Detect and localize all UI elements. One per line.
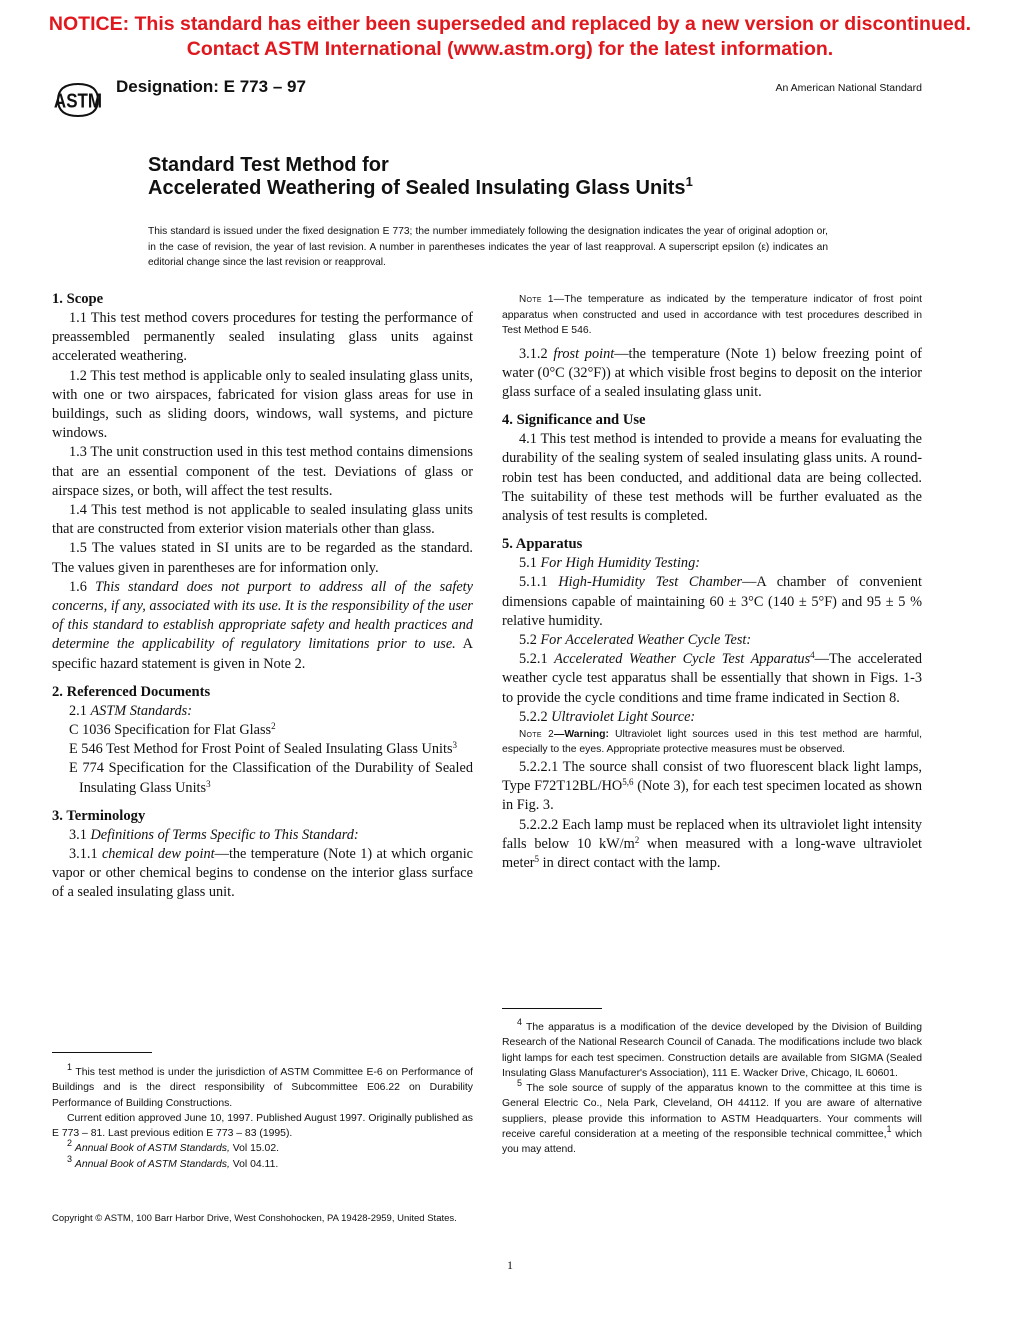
footnote-1 <box>52 1062 473 1111</box>
para-5-2-2 <box>502 708 922 727</box>
para-5-1-num: 5.1 <box>519 555 537 572</box>
para-5-2-title: For Accelerated Weather Cycle Test: <box>540 631 752 648</box>
title-line-1: Standard Test Method for <box>148 154 389 176</box>
para-5-1-1-num: 5.1.1 <box>519 574 548 591</box>
footnote-5-tail: which you may attend. <box>502 1129 922 1156</box>
para-5-2-1-num: 5.2.1 <box>519 651 548 668</box>
para-3-1-2 <box>502 345 922 403</box>
note-2-label: Note 2 <box>519 728 554 740</box>
section-4-heading: 4. Significance and Use <box>502 412 646 429</box>
para-3-1 <box>52 826 473 845</box>
note-1-label: Note 1 <box>519 294 554 305</box>
para-1-2: 1.2 This test method is applicable only to sealed insulating glass units, with one or two airspaces, fabricated for vision glass areas for use in buildings, such as sliding doors, windows, wall systems, and picture windows. <box>52 367 473 442</box>
ref-c1036-text: C 1036 Specification for Flat Glass <box>69 722 272 739</box>
para-5-2-1-title: Accelerated Weather Cycle Test Apparatus <box>554 651 811 668</box>
footnote-5-sup: 1 <box>886 1124 892 1135</box>
para-5-2-1-sup: 4 <box>810 650 815 661</box>
footnote-3-mark: 3 <box>67 1153 73 1164</box>
para-1-6 <box>52 578 473 674</box>
para-1-1: 1.1 This test method covers procedures for testing the performance of preassembled permanently sealed insulating glass units against accelerated weathering. <box>52 310 473 365</box>
para-5-2-num: 5.2 <box>519 631 537 648</box>
designation: Designation: E 773 – 97 <box>116 77 306 96</box>
para-5-2-2-2-c: in direct contact with the lamp. <box>542 854 721 871</box>
footnote-2-mark: 2 <box>67 1138 73 1149</box>
para-1-4: 1.4 This test method is not applicable to sealed insulating glass units that are constructed from exterior vision materials other than glass. <box>52 502 473 538</box>
footnote-3-rest: Vol 04.11. <box>232 1158 279 1170</box>
para-1-6-rest: A specific hazard statement is given in Note 2. <box>52 636 473 672</box>
section-2-heading: 2. Referenced Documents <box>52 683 211 700</box>
footnote-5-mark: 5 <box>517 1078 523 1089</box>
footnote-1-edition: Current edition approved June 10, 1997. Published August 1997. Originally published as E 773 – 81. Last previous edition E 773 – 83 (1995). <box>52 1112 473 1140</box>
para-3-1-title: Definitions of Terms Specific to This Standard: <box>90 826 359 843</box>
para-3-1-2-num: 3.1.2 <box>519 345 548 362</box>
para-5-2-2-1 <box>502 758 922 816</box>
footnote-3-italic: Annual Book of ASTM Standards, <box>74 1158 230 1170</box>
ref-e774 <box>52 759 473 797</box>
section-5-heading: 5. Apparatus <box>502 536 583 553</box>
footnote-4-text: The apparatus is a modification of the device developed by the Division of Building Research of the National Research Council of Canada. The modifications include two black light lamps for each test specimen. Construction details are available from SIGMA (Sealed Insulating Glass Manufacturer's Association), 111 E. Wacker Drive, Chicago, IL 60601. <box>502 1022 922 1079</box>
right-column <box>502 290 922 873</box>
term-chemical-dew-point: chemical dew point <box>101 846 215 863</box>
footnote-4 <box>502 1017 922 1081</box>
note-1-text: —The temperature as indicated by the temperature indicator of frost point apparatus when constructed and used in accordance with test procedures described in Test Method E 546. <box>502 294 922 336</box>
para-3-1-1-def: —the temperature (Note 1) at which organic vapor or other chemical begins to condense on the interior glass surface of a sealed insulating glass unit. <box>52 846 474 901</box>
ref-e546-sup: 3 <box>452 740 458 751</box>
footnote-rule-right <box>502 1008 602 1009</box>
footnote-5 <box>502 1078 922 1157</box>
national-standard-label: An American National Standard <box>775 82 922 94</box>
para-3-1-2-def: —the temperature (Note 1) below freezing point of water (0°C (32°F)) at which visible frost begins to deposit on the interior glass surface of a sealed insulating glass unit. <box>502 345 923 400</box>
para-1-3: 1.3 The unit construction used in this test method contains dimensions that are an essential component of the test. Deviations of glass or airspace sizes, or both, will affect the test results. <box>52 444 473 499</box>
para-5-2-2-1-sup: 5,6 <box>622 777 634 788</box>
note-1 <box>502 292 922 339</box>
footnote-4-mark: 4 <box>517 1017 523 1027</box>
issuance-statement: This standard is issued under the fixed designation E 773; the number immediately following the designation indicates the year of original adoption or, in the case of revision, the year of last revision. A number in parentheses indicates the year of last reapproval. A superscript epsilon (ε) indicates an editorial change since the last revision or reapproval. <box>148 226 828 268</box>
section-1-heading: 1. Scope <box>52 291 104 307</box>
footnote-2-italic: Annual Book of ASTM Standards, <box>74 1143 230 1155</box>
para-5-2-2-2-sup2: 5 <box>534 853 540 864</box>
notice-line-2: Contact ASTM International (www.astm.org) for the latest information. <box>186 38 834 60</box>
copyright: Copyright © ASTM, 100 Barr Harbor Drive, West Conshohocken, PA 19428-2959, United States. <box>52 1213 457 1224</box>
para-5-2-2-1-a: 5.2.2.1 The source shall consist of two fluorescent black light lamps, Type F72T12BL/HO <box>502 758 922 795</box>
para-2-1-num: 2.1 <box>69 702 87 719</box>
note-2-warning: —Warning: <box>553 728 609 740</box>
page-number: 1 <box>507 1258 513 1272</box>
footnote-2 <box>52 1138 473 1156</box>
para-5-2-2-2-a: 5.2.2.2 Each lamp must be replaced when its ultraviolet light intensity falls below 10 kW/m <box>502 816 922 852</box>
para-5-1-title: For High Humidity Testing: <box>540 555 700 572</box>
para-1-6-num: 1.6 <box>69 578 87 595</box>
para-3-1-1-num: 3.1.1 <box>69 846 98 863</box>
title-main: Accelerated Weathering of Sealed Insulating Glass Units <box>148 177 686 199</box>
para-5-1 <box>502 554 922 573</box>
title-line-2 <box>148 174 693 200</box>
term-frost-point: frost point <box>553 345 615 362</box>
para-2-1-title: ASTM Standards: <box>90 702 192 719</box>
footnotes-left <box>52 1052 473 1172</box>
left-column <box>52 290 473 903</box>
para-1-6-safety: This standard does not purport to address all of the safety concerns, if any, associated with its use. It is the responsibility of the user of this standard to establish appropriate safety and health practices and determine the applicability of regulatory limitations prior to use. <box>52 578 473 653</box>
para-5-2-1 <box>502 650 922 708</box>
footnote-3 <box>52 1153 473 1172</box>
notice-banner <box>0 12 1020 62</box>
ref-e546-text: E 546 Test Method for Frost Point of Sealed Insulating Glass Units <box>69 741 453 758</box>
footnote-5-text: The sole source of supply of the apparatus known to the committee at this time is General Electric Co., Nela Park, Cleveland, OH 44112. If you are aware of alternative suppliers, please provide this information to ASTM Headquarters. Your comments will receive careful consideration at a meeting of the responsible technical committee, <box>502 1083 922 1141</box>
ref-e774-sup: 3 <box>206 778 211 789</box>
section-3-heading: 3. Terminology <box>52 807 146 824</box>
para-2-1 <box>52 702 473 721</box>
ref-e774-text: E 774 Specification for the Classification of the Durability of Sealed Insulating Glass Units <box>69 760 473 796</box>
para-3-1-num: 3.1 <box>69 826 87 843</box>
footnote-2-rest: Vol 15.02. <box>232 1143 280 1155</box>
astm-logo <box>52 80 104 120</box>
para-5-2-1-text: —The accelerated weather cycle test apparatus shall be essentially that shown in Figs. 1-3 to provide the cycle conditions and time frame indicated in Section 8. <box>502 651 922 706</box>
para-5-2 <box>502 631 922 650</box>
ref-c1036-sup: 2 <box>271 721 276 732</box>
para-4-1: 4.1 This test method is intended to provide a means for evaluating the durability of the sealing system of sealed insulating glass units. A round-robin test has been conducted, and additional data are being collected. The suitability of these test methods will be further evaluated as the analysis of test results is completed. <box>502 431 922 524</box>
note-2-text: Ultraviolet light sources used in this test method are harmful, especially to the eyes. Appropriate protective measures must be observed. <box>502 728 922 756</box>
para-5-2-2-2-b: when measured with a long-wave ultraviolet meter <box>502 835 922 871</box>
para-1-5: 1.5 The values stated in SI units are to be regarded as the standard. The values given in parentheses are for information only. <box>52 540 473 576</box>
footnote-1-text: This test method is under the jurisdiction of ASTM Committee E-6 on Performance of Buildings and is the direct responsibility of Subcommittee E06.22 on Durability Performance of Building Constructions. <box>52 1067 473 1109</box>
para-5-2-2-2 <box>502 816 922 874</box>
para-5-1-1-title: High-Humidity Test Chamber <box>558 574 743 591</box>
para-3-1-1 <box>52 845 473 903</box>
para-5-2-2-2-sup1: 2 <box>634 834 640 845</box>
logo-text: ASTM <box>53 89 103 112</box>
para-5-2-2-title: Ultraviolet Light Source: <box>551 708 696 725</box>
footnote-rule-left <box>52 1052 152 1053</box>
para-5-1-1-text: —A chamber of convenient dimensions capable of maintaining 60 ± 3°C (140 ± 5°F) and 95 ± 5 % relative humidity. <box>502 574 923 629</box>
notice-line-1: NOTICE: This standard has either been superseded and replaced by a new version or discontinued. <box>48 13 972 35</box>
para-5-2-2-num: 5.2.2 <box>519 708 548 725</box>
ref-c1036 <box>52 721 473 740</box>
footnotes-right <box>502 1008 922 1158</box>
title-footnote-mark: 1 <box>685 174 693 189</box>
para-5-1-1 <box>502 573 922 631</box>
para-5-2-2-1-b: (Note 3), for each test specimen located as shown in Fig. 3. <box>502 778 923 814</box>
ref-e546 <box>52 740 473 759</box>
footnote-1-mark: 1 <box>67 1062 73 1072</box>
note-2 <box>502 727 922 758</box>
